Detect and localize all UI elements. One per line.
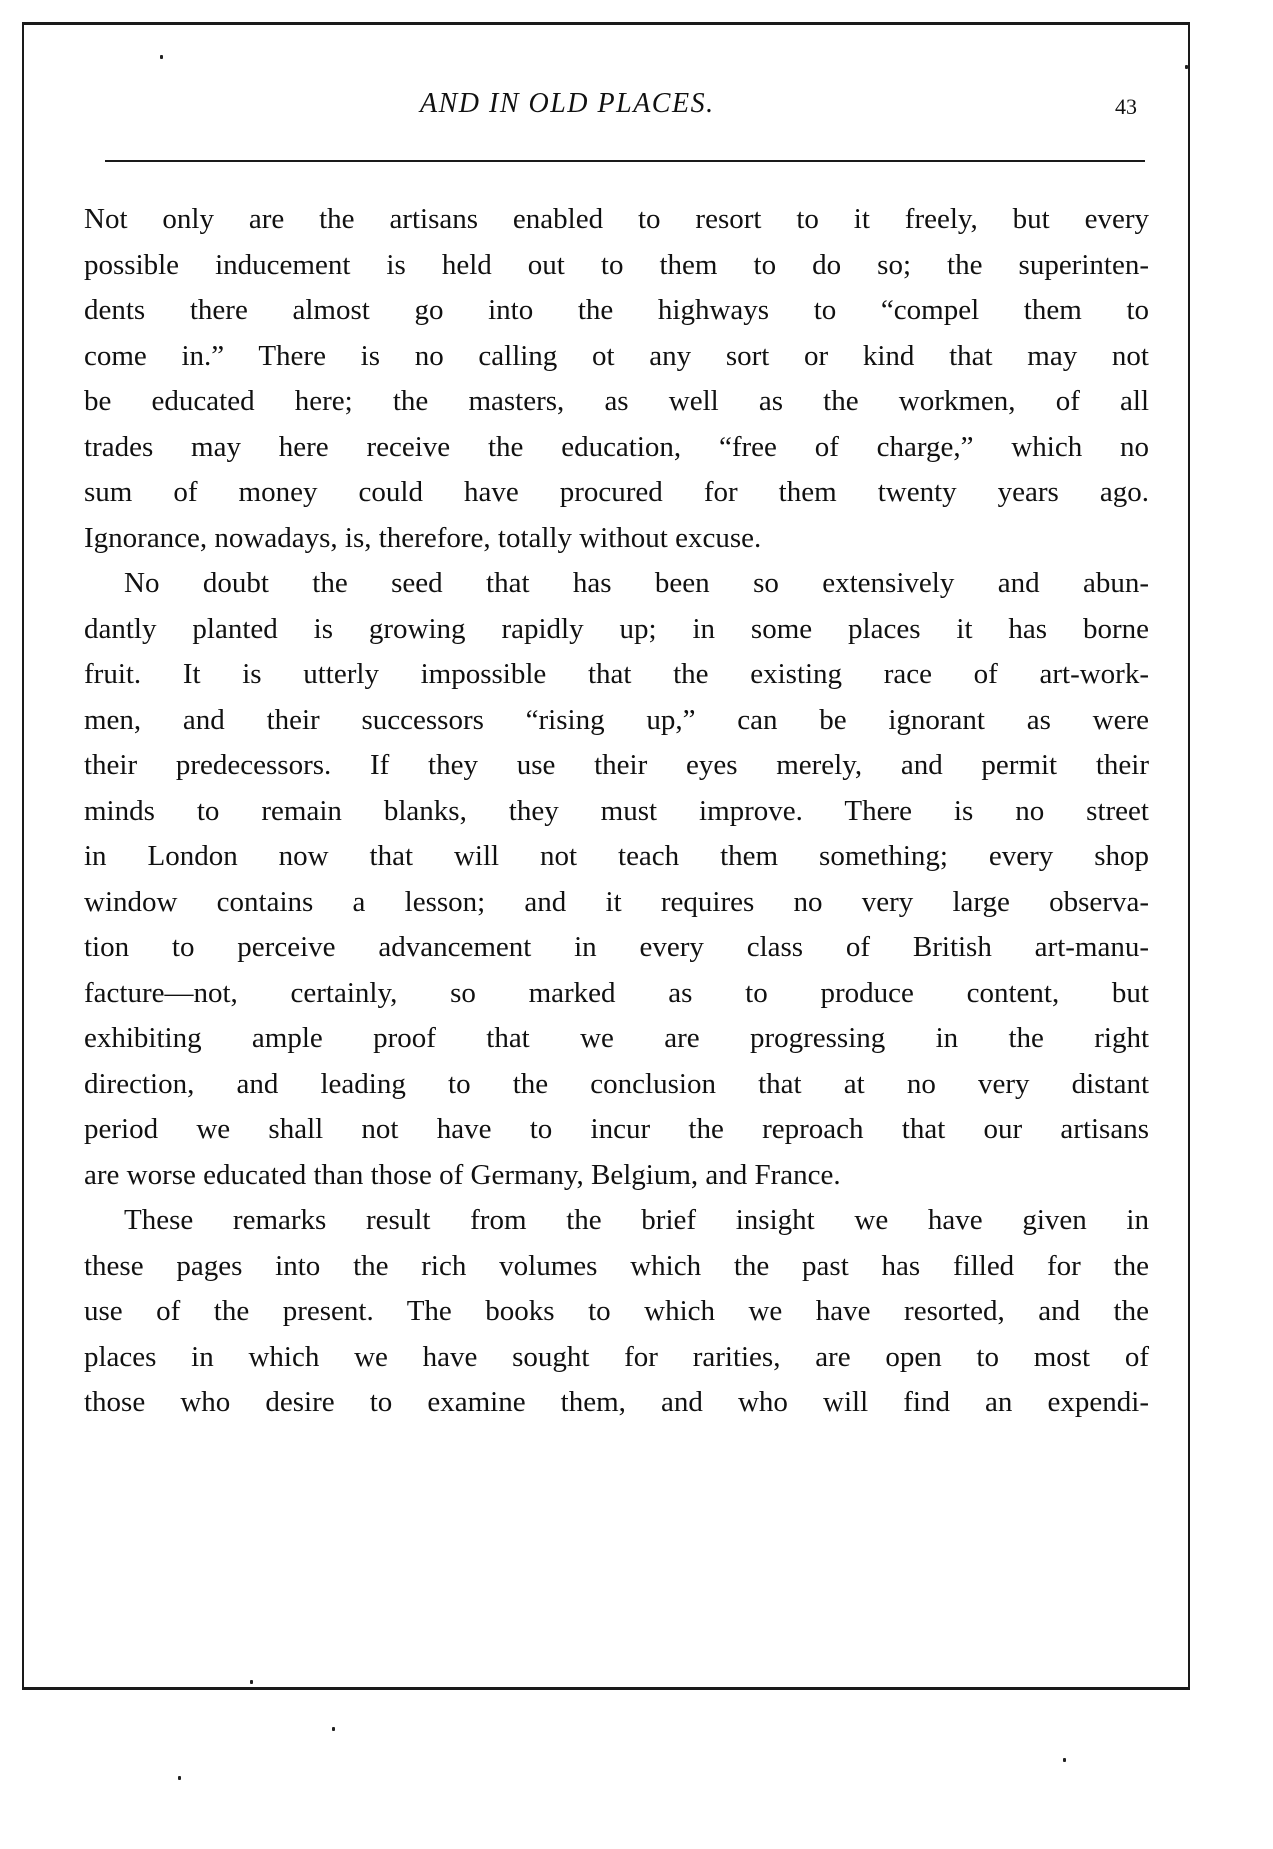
text-line: period we shall not have to incur the reproach that our artisans [84,1113,1149,1145]
text-line: use of the present. The books to which we have resorted, and the [84,1295,1149,1327]
text-line: are worse educated than those of Germany, Belgium, and France. [84,1158,841,1191]
text-line: tion to perceive advancement in every class of British art-manu- [84,931,1149,963]
text-line: those who desire to examine them, and who will find an expendi- [84,1386,1149,1418]
text-line: facture—not, certainly, so marked as to produce content, but [84,976,1149,1009]
page-number: 43 [1115,94,1137,119]
text-line: men, and their successors “rising up,” can be ignorant as were [84,703,1149,736]
text-line: Not only are the artisans enabled to resort to it freely, but every [84,203,1149,235]
text-line: Ignorance, nowadays, is, therefore, totally without excuse. [84,521,762,554]
scan-speck [160,55,163,59]
scan-speck [250,1680,253,1684]
text-line: places in which we have sought for rarities, are open to most of [84,1340,1149,1373]
text-line: These remarks result from the brief insight we have given in [124,1204,1149,1236]
text-line: minds to remain blanks, they must improve. There is no street [84,794,1149,827]
text-line: window contains a lesson; and it requires no very large observa- [84,885,1149,918]
header-rule [105,160,1145,162]
text-line: dantly planted is growing rapidly up; in some places it has borne [84,612,1149,645]
paragraph-3 [84,1198,1149,1426]
body-text [84,197,1149,1426]
text-line: come in.” There is no calling ot any sort or kind that may not [84,339,1149,372]
text-line: in London now that will not teach them something; every shop [84,840,1149,872]
text-line: possible inducement is held out to them to do so; the superinten- [84,248,1149,281]
text-line: dents there almost go into the highways to “compel them to [84,294,1149,326]
text-line: be educated here; the masters, as well as the workmen, of all [84,385,1149,417]
text-line: these pages into the rich volumes which the past has filled for the [84,1249,1149,1282]
text-line: No doubt the seed that has been so extensively and abun- [124,567,1149,599]
text-line: fruit. It is utterly impossible that the existing race of art-work- [84,658,1149,690]
scan-speck [1185,65,1188,69]
scan-speck [178,1776,181,1780]
running-title: AND IN OLD PLACES. [420,88,715,119]
scan-speck [332,1727,335,1731]
paragraph-2 [84,561,1149,1198]
text-line: exhibiting ample proof that we are progressing in the right [84,1022,1149,1054]
paragraph-1 [84,197,1149,561]
text-line: direction, and leading to the conclusion that at no very distant [84,1067,1149,1100]
text-line: trades may here receive the education, “free of charge,” which no [84,430,1149,463]
text-line: their predecessors. If they use their eyes merely, and permit their [84,749,1149,781]
text-line: sum of money could have procured for them twenty years ago. [84,476,1149,508]
scan-speck [1063,1758,1066,1762]
running-header [0,88,1273,128]
